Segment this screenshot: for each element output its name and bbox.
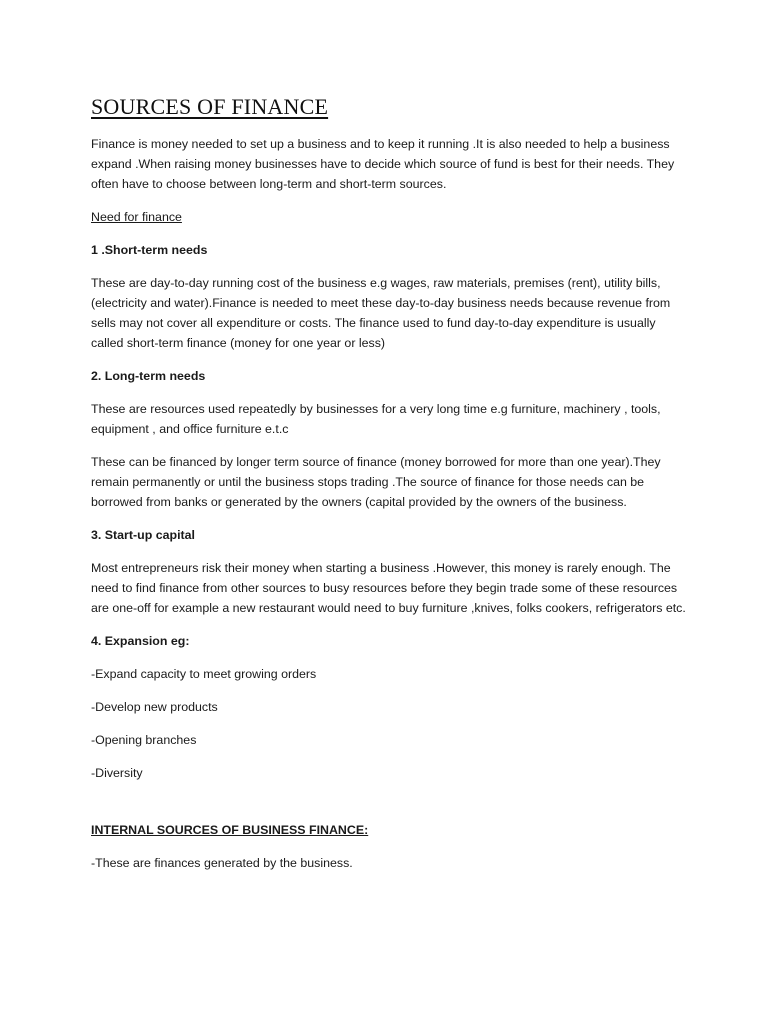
need-for-finance-heading: Need for finance (91, 210, 182, 224)
expansion-item: -Opening branches (91, 733, 197, 747)
expansion-heading: 4. Expansion eg: (91, 634, 190, 648)
startup-capital-paragraph: Most entrepreneurs risk their money when starting a business .However, this money is rarely enough. The need to find finance from other sources to busy resources before they begin trade some of these resources are one-off for example a new restaurant would need to buy furniture ,knives, folks cookers, refrigerators etc. (91, 561, 686, 615)
short-term-paragraph: These are day-to-day running cost of the business e.g wages, raw materials, premises (rent), utility bills, (electricity and water).Finance is needed to meet these day-to-day business needs because revenue from sells may not cover all expenditure or costs. The finance used to fund day-to-day expenditure is usually called short-term finance (money for one year or less) (91, 276, 671, 350)
document-content (91, 94, 691, 886)
startup-capital-heading: 3. Start-up capital (91, 528, 195, 542)
expansion-item: -Expand capacity to meet growing orders (91, 667, 317, 681)
long-term-paragraph-2: These can be financed by longer term source of finance (money borrowed for more than one year).They remain permanently or until the business stops trading .The source of finance for those needs can be borrowed from banks or generated by the owners (capital provided by the owners of the business. (91, 455, 661, 509)
intro-paragraph: Finance is money needed to set up a business and to keep it running .It is also needed to help a business expand .When raising money businesses have to decide which source of fund is best for their needs. They often have to choose between long-term and short-term sources. (91, 137, 675, 191)
long-term-paragraph-1: These are resources used repeatedly by businesses for a very long time e.g furniture, machinery , tools, equipment , and office furniture e.t.c (91, 402, 661, 436)
expansion-item: -Develop new products (91, 700, 218, 714)
long-term-heading: 2. Long-term needs (91, 369, 206, 383)
internal-sources-heading: INTERNAL SOURCES OF BUSINESS FINANCE: (91, 823, 369, 837)
page-title: SOURCES OF FINANCE (91, 94, 329, 119)
internal-sources-paragraph: -These are finances generated by the business. (91, 856, 353, 870)
expansion-item: -Diversity (91, 766, 143, 780)
section-spacer (91, 796, 691, 820)
short-term-heading: 1 .Short-term needs (91, 243, 208, 257)
